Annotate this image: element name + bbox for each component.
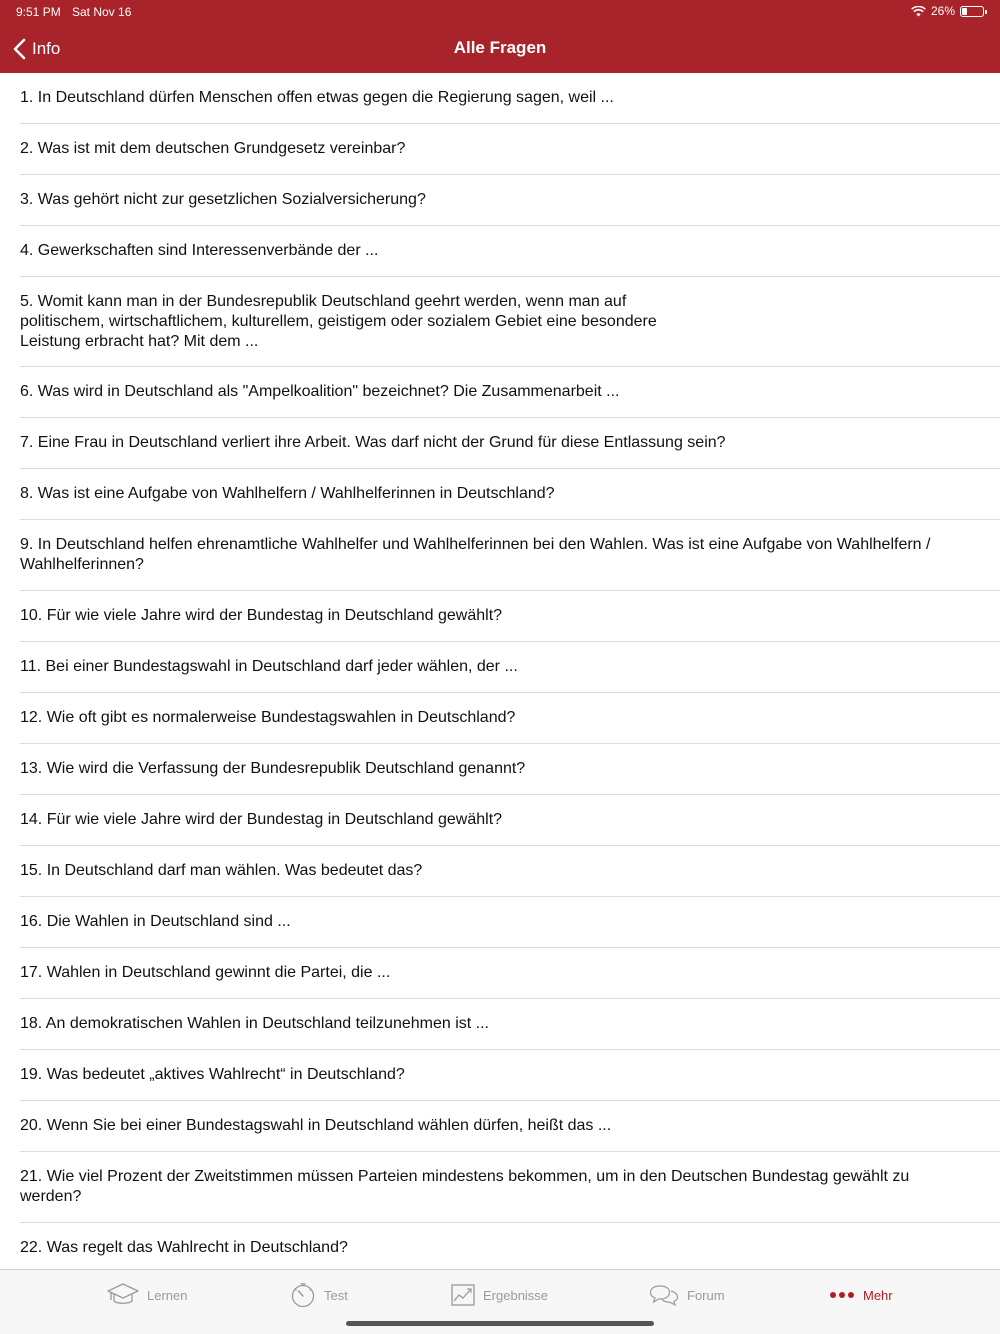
question-row[interactable] <box>20 948 1000 999</box>
tab-label-mehr: Mehr <box>863 1287 893 1303</box>
header <box>0 0 1000 73</box>
question-row[interactable] <box>20 642 1000 693</box>
chart-icon <box>451 1284 475 1306</box>
question-row[interactable] <box>20 1223 1000 1269</box>
question-text: 2. Was ist mit dem deutschen Grundgesetz vereinbar? <box>20 140 406 157</box>
question-text: 14. Für wie viele Jahre wird der Bundestag in Deutschland gewählt? <box>20 811 503 828</box>
tab-forum[interactable] <box>649 1282 725 1308</box>
question-row[interactable] <box>20 846 1000 897</box>
question-text: 21. Wie viel Prozent der Zweitstimmen müssen Parteien mindestens bekommen, um in den Deutschen Bundestag gewählt zu werden? <box>20 1168 910 1205</box>
question-text: 18. An demokratischen Wahlen in Deutschland teilzunehmen ist ... <box>20 1015 489 1032</box>
tab-lernen[interactable] <box>107 1282 187 1308</box>
tab-label-forum: Forum <box>687 1287 725 1303</box>
question-text: 20. Wenn Sie bei einer Bundestagswahl in Deutschland wählen dürfen, heißt das ... <box>20 1117 612 1134</box>
status-bar <box>0 0 1000 24</box>
question-row[interactable] <box>20 999 1000 1050</box>
question-text: 9. In Deutschland helfen ehrenamtliche Wahlhelfer und Wahlhelferinnen bei den Wahlen. Was ist eine Aufgabe von Wahlhelfern / Wahlhelferinnen? <box>20 536 931 573</box>
question-row[interactable] <box>20 693 1000 744</box>
battery-level <box>962 8 967 15</box>
chat-bubbles-icon <box>649 1283 679 1307</box>
tab-mehr[interactable] <box>829 1282 893 1308</box>
question-text: 10. Für wie viele Jahre wird der Bundestag in Deutschland gewählt? <box>20 607 503 624</box>
status-time: 9:51 PM <box>16 5 61 19</box>
question-text: 16. Die Wahlen in Deutschland sind ... <box>20 913 291 930</box>
tab-test[interactable] <box>290 1282 348 1308</box>
question-text: 13. Wie wird die Verfassung der Bundesrepublik Deutschland genannt? <box>20 760 526 777</box>
question-list <box>0 73 1000 1269</box>
battery-icon <box>960 6 984 17</box>
tab-ergebnisse[interactable] <box>451 1282 548 1308</box>
graduation-cap-icon <box>107 1282 139 1308</box>
status-right <box>911 4 984 18</box>
question-text: 11. Bei einer Bundestagswahl in Deutschland darf jeder wählen, der ... <box>20 658 518 675</box>
question-text: 3. Was gehört nicht zur gesetzlichen Sozialversicherung? <box>20 191 426 208</box>
status-date: Sat Nov 16 <box>72 5 132 19</box>
question-row[interactable] <box>20 124 1000 175</box>
question-text: 4. Gewerkschaften sind Interessenverbände der ... <box>20 242 379 259</box>
question-row[interactable] <box>20 175 1000 226</box>
question-row[interactable] <box>20 795 1000 846</box>
home-indicator <box>346 1321 654 1326</box>
tab-label-lernen: Lernen <box>147 1287 188 1303</box>
question-text: 7. Eine Frau in Deutschland verliert ihre Arbeit. Was darf nicht der Grund für diese Entlassung sein? <box>20 434 726 451</box>
question-row[interactable] <box>20 226 1000 277</box>
page-title: Alle Fragen <box>453 38 547 57</box>
question-text: 6. Was wird in Deutschland als "Ampelkoalition" bezeichnet? Die Zusammenarbeit ... <box>20 383 620 400</box>
question-row[interactable] <box>20 73 1000 124</box>
tab-label-ergebnisse: Ergebnisse <box>483 1287 549 1303</box>
question-text: 22. Was regelt das Wahlrecht in Deutschland? <box>20 1239 348 1256</box>
stopwatch-icon <box>290 1282 316 1308</box>
question-row[interactable] <box>20 744 1000 795</box>
tab-label-test: Test <box>324 1287 348 1303</box>
question-text: 19. Was bedeutet „aktives Wahlrecht“ in Deutschland? <box>20 1066 405 1083</box>
back-label: Info <box>32 39 61 58</box>
question-row[interactable] <box>20 520 1000 591</box>
question-row[interactable] <box>20 277 1000 367</box>
battery-percent: 26% <box>930 4 955 18</box>
question-row[interactable] <box>20 1152 1000 1223</box>
question-row[interactable] <box>20 591 1000 642</box>
nav-bar <box>0 24 1000 73</box>
question-text: 1. In Deutschland dürfen Menschen offen etwas gegen die Regierung sagen, weil ... <box>20 89 614 106</box>
question-text: 5. Womit kann man in der Bundesrepublik Deutschland geehrt werden, wenn man auf politischem, wirtschaftlichem, kulturellem, geistigem oder sozialem Gebiet eine besondere Leistung erbracht hat? Mit dem ... <box>20 292 657 350</box>
question-row[interactable] <box>20 418 1000 469</box>
question-row[interactable] <box>20 469 1000 520</box>
more-dots-icon <box>829 1291 855 1299</box>
question-row[interactable] <box>20 367 1000 418</box>
question-row[interactable] <box>20 1101 1000 1152</box>
question-text: 15. In Deutschland darf man wählen. Was bedeutet das? <box>20 862 423 879</box>
question-row[interactable] <box>20 897 1000 948</box>
wifi-icon <box>911 6 926 17</box>
question-text: 17. Wahlen in Deutschland gewinnt die Partei, die ... <box>20 964 391 981</box>
question-text: 12. Wie oft gibt es normalerweise Bundestagswahlen in Deutschland? <box>20 709 516 726</box>
question-row[interactable] <box>20 1050 1000 1101</box>
question-text: 8. Was ist eine Aufgabe von Wahlhelfern / Wahlhelferinnen in Deutschland? <box>20 485 555 502</box>
